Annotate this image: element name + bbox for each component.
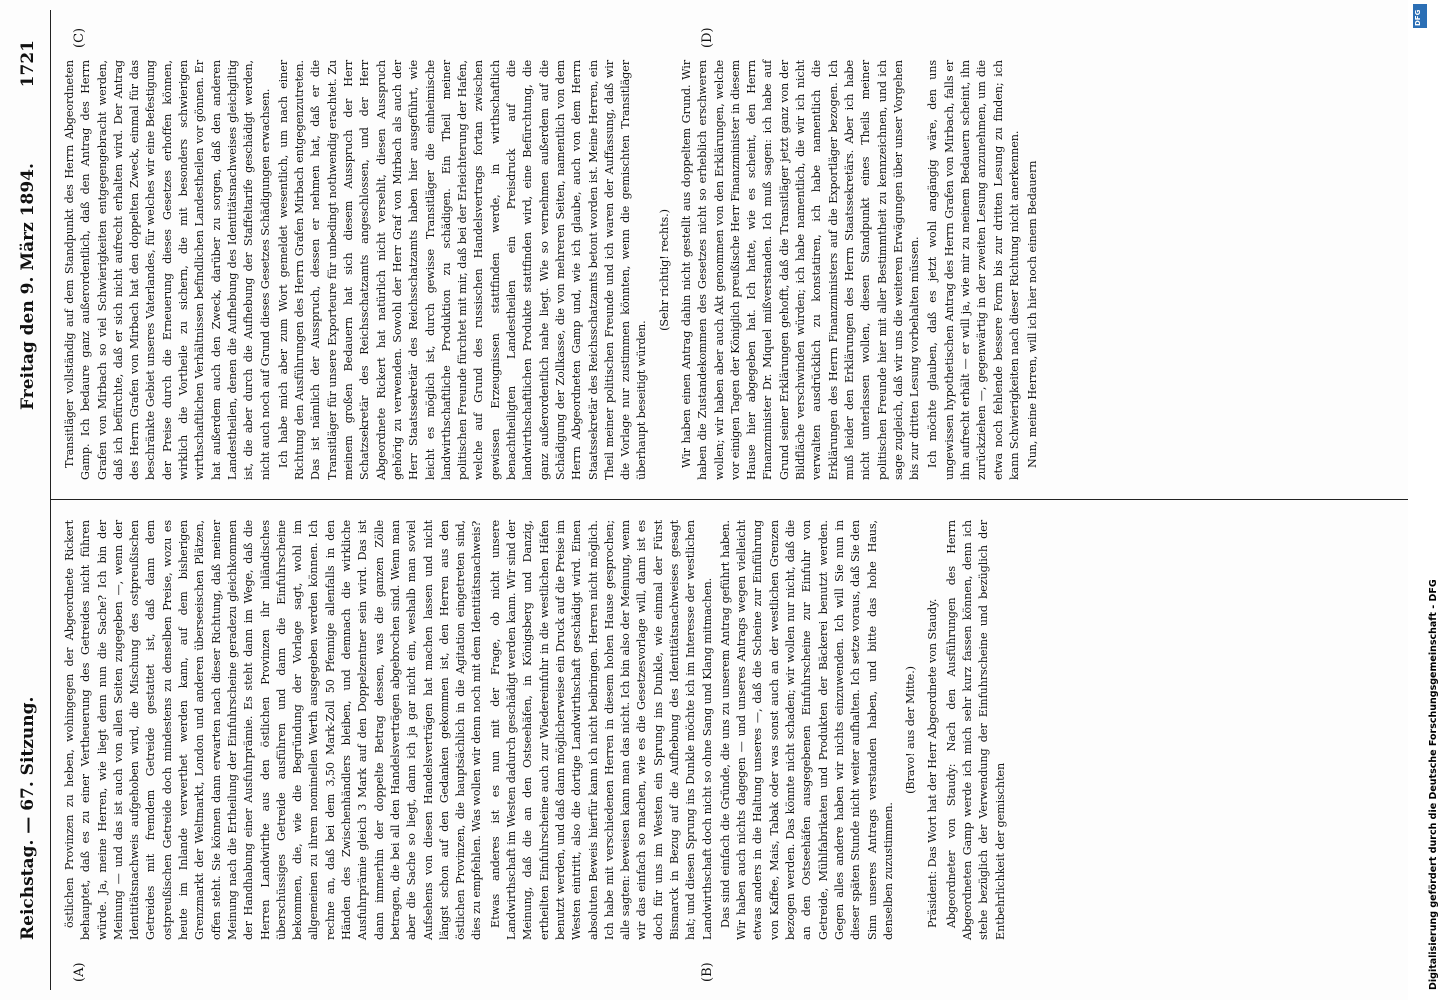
paragraph: Ich möchte glauben, daß es jetzt wohl angängig wäre, den uns ungewissen hypothetischen Antrag des Herrn Grafen von Mirbach, falls er ihn aufrecht erhält — er will ja, wie mir zu meinem Bedauern scheint, ihn zurückziehen —, gegenwärtig in der zweiten Lesung anzunehmen, um die etwa noch fehlende bessere Form bis zur dritten Lesung zu finden; ich kann Schwierigkeiten nach dieser Richtung nicht anerkennen. — [926, 60, 1021, 480]
column-divider — [50, 499, 1414, 500]
paragraph: Nun, meine Herren, will ich hier noch einem Bedauern — [1026, 160, 1040, 468]
paragraph-president: Präsident: Das Wort hat der Herr Abgeordnete von Staudy. — [926, 598, 940, 928]
dfg-credit: Digitalisierung gefördert durch die Deutsche Forschungsgemeinschaft - DFG — [1428, 579, 1439, 990]
margin-marker-d: (D) — [700, 27, 715, 48]
interjection: (Bravo! aus der Mitte.) — [904, 666, 918, 794]
header-date: Freitag den 9. März 1894. — [18, 163, 38, 410]
running-header — [8, 30, 48, 970]
paragraph: Wir haben einen Antrag dahin nicht gestellt aus doppeltem Grund. Wir haben die Zustandekommen des Gesetzes nicht so erheblich erschweren wollen; wir haben aber auch Akt genommen von den Erklärungen, welche vor einigen Tagen der Königlich preußische Herr Finanzminister in diesem Hause hier abgegeben hat. Ich hatte, wie es scheint, den Herrn Finanzminister Dr. Miquel mißverstanden. Ich muß sagen: ich habe auf Grund seiner Erklärungen gehofft, daß die Transitläger jetzt ganz von der Bildfläche verschwinden würden; ich habe namentlich, die wir ich nicht verwalten ausdrücklich zu konstatiren, ich habe namentlich die Erklärungen des Herrn Finanzministers auf die Exportläger bezogen. Ich muß leider den Erklärungen des Herrn Staatssekretärs. Aber ich habe nicht unterlassen wollen, diesen Standpunkt eines Theils meiner politischen Freunde hier mit aller Bestimmtheit zu kennzeichnen, und ich sage zugleich, daß wir uns die weiteren Erwägungen über unser Vorgehen bis zur dritten Lesung vorbehalten müssen. — [679, 60, 922, 480]
right-column — [62, 60, 1412, 480]
paragraph: Etwas anderes ist es nun mit der Frage, ob nicht unsere Landwirthschaft im Westen dadurch geschädigt werden kann. Wir sind der Meinung, daß die an den Ostseehäfen, in Königsberg und Danzig, ertheilten Einfuhrscheine auch zur Wiedereinfuhr in die westlichen Häfen benutzt werden, und daß dann möglicherweise ein Druck auf die Preise im Westen eintritt, also die dortige Landwirthschaft geschädigt wird. Einen absoluten Beweis hierfür kann ich nicht beibringen. Herren nicht möglich. Ich habe mit verschiedenen Herren in diesem hohen Hause gesprochen; alle sagten: beweisen kann man das nicht. Ich bin also der Meinung, wenn wir das einfach so machen, wie es die Gesetzesvorlage will, dann ist es doch für uns im Westen ein Sprung ins Dunkle, wie einmal der Fürst Bismarck in Bezug auf die Aufhebung des Identitätsnachweises gesagt hat; und diesen Sprung ins Dunkle möchte ich im Interesse der westlichen Landwirthschaft doch nicht so ohne Sang und Klang mitmachen. — [488, 520, 714, 940]
header-page-number: 1721 — [18, 40, 38, 88]
header-session: Reichstag. — 67. Sitzung. — [18, 696, 38, 940]
paragraph: Ich habe mich aber zum Wort gemeldet wesentlich, um nach einer Richtung den Ausführungen des Herrn Grafen Mirbach entgegenzutreten. Das ist nämlich der Ausspruch, dessen er nehmen hat, daß er die Transitläger für unsere Exporteure für unbedingt nothwendig erachtet. Zu meinem großen Bedauern hat sich diesem Ausspruch der Herr Schatzsekretär des Reichsschatzamts angeschlossen, und der Herr Abgeordnete Rickert hat natürlich nicht versehlt, diesen Ausspruch gehörig zu verwenden. Sowohl der Herr Graf von Mirbach als auch der Herr Staatssekretär des Reichsschatzamts haben hier ausgeführt, wie leicht es möglich ist, durch gewisse Transitläger die einheimische landwirthschaftliche Produktion zu schädigen. Ein Theil meiner politischen Freunde fürchtet mit mir, daß bei der Erleichterung der Hafen, welche auf Grund des russischen Handelsvertrags fortan zwischen gewissen Erzeugnissen stattfinden werde, in wirthschaftlich benachtheiligten Landestheilen ein Preisdruck auf die landwirthschaftlichen Produkte stattfinden wird, eine Befürchtung, die ganz außerordentlich nahe liegt. Wie so vernehmen außerdem auf die Schädigung der Zollkasse, die von mehreren Seiten, namentlich von dem Herrn Abgeordneten Gamp und, wie ich glaube, auch von dem Herrn Staatssekretär des Reichsschatzamts betont worden ist. Meine Herren, ein Theil meiner politischen Freunde und ich waren der Auffassung, daß wir die Vorlage nur zustimmen könnten, wenn die gemischten Transitläger überhaupt beseitigt würden. — [276, 60, 649, 480]
dfg-logo-text: DFG — [1414, 9, 1422, 26]
dfg-logo — [1413, 4, 1427, 28]
header-rule — [50, 10, 51, 990]
margin-marker-a: (A) — [72, 962, 87, 982]
digitization-sidebar — [1408, 0, 1439, 1000]
paragraph: östlichen Provinzen zu heben, wohingegen der Abgeordnete Rickert behauptet, daß es zu einer Vertheuerung des Getreides nicht führen würde. Ja, meine Herren, wie liegt denn nun die Sache? Ich bin der Meinung — und das ist auch von allen Seiten zugegeben —, wenn der Identitätsnachweis aufgehoben wird, die Mischung des ostpreußischen Getreides mit fremdem Getreide gestattet ist, daß dann dem ostpreußischen Getreide doch mindestens zu denselben Preise, wozu es heute im Inlande verwerthet werden kann, auf dem bisherigen Grenzmarkt der Weltmarkt, London und anderen überseeischen Plätzen, offen steht. Sie können dann erwarten nach dieser Richtung, daß meiner Meinung nach die Ertheilung der Einfuhrscheine geradezu gleichkommen der Handhabung einer Ausfuhrprämie. Es steht dann im Wege, daß die Herren Landwirthe aus den östlichen Provinzen ihr inländisches überschüssiges Getreide ausführen und dann die Einfuhrscheine bekommen, die, wie die Begründung der Vorlage sagt, wohl im allgemeinen zu ihrem nominellen Werth ausgegeben werden können. Ich rechne an, daß bei dem 3,50 Mark-Zoll 50 Pfennige allenfalls in den Händen des Zwischenhändlers bleiben, und demnach die wirkliche Ausfuhrprämie gleich 3 Mark auf den Doppelzentner sein wird. Das ist dann immerhin der doppelte Betrag dessen, was die ganzen Zölle betragen, die bei all den Handelsverträgen abgebrochen sind. Wenn man aber die Sache so liegt, dann ich ja gar nicht ein, weshalb man soviel Aufsehens von diesen Handelsverträgen hat machen lassen und nicht längst schon auf den Gedanken gekommen ist, den Herren aus den östlichen Provinzen, die hauptsächlich in die Agitation eingetreten sind, dies zu empfehlen. Was wollen wir denn noch mit dem Identitätsnachweis? — [63, 520, 484, 940]
paragraph: Transitläger vollständig auf dem Standpunkt des Herrn Abgeordneten Gamp. Ich bedaure ganz außerordentlich, daß den Antrag des Herrn Grafen von Mirbach so viel Schwierigkeiten entgegengebracht werden, daß ich befürchte, daß er sich nicht aufrecht erhalten wird. Der Antrag des Herrn Grafen von Mirbach hat den doppelten Zweck, einmal für das beschränkte Gebiet unseres Vaterlandes, für welches wir eine Befestigung der Preise durch die Erneuerung dieses Gesetzes erhoffen können, wirklich die Vortheile zu sichern, die mit besonders schwierigen wirthschaftlichen Verhältnissen befindlichen Landestheilen vor gönnen. Er hat außerdem auch den Zweck, darüber zu sorgen, daß den anderen Landestheilen, denen die Aufhebung des Identitätsnachweises gleichgiltig ist, die aber durch die Aufhebung der Staffeltarife geschädigt werden, nicht auch noch auf Grund dieses Gesetzes Schädigungen erwachsen. — [63, 60, 272, 480]
paragraph: Das sind einfach die Gründe, die uns zu unserem Antrag geführt haben. Wir haben auch nichts dagegen — und unseres Antrags wegen vielleicht etwas anders in die Haltung unseres —, daß die Scheine zur Einführung von Kaffee, Mais, Tabak oder was sonst auch an der westlichen Grenzen bezogen werden. Das könnte nicht schaden; wir wollen nur nicht, daß die an den Ostseehäfen ausgegebenen Einfuhrscheine zur Einfuhr von Getreide, Mühlfabrikaten und Produkten der Bäckerei benutzt werden. Gegen alles andere haben wir nichts einzuwenden. Ich will Sie nun in dieser späten Stunde nicht weiter aufhalten. Ich setze voraus, daß Sie den Sinn unseres Antrags verstanden haben, und bitte das hohe Haus, denselben zuzustimmen. — [718, 520, 895, 940]
interjection: (Sehr richtig! rechts.) — [657, 209, 671, 331]
left-column — [62, 520, 1412, 940]
margin-marker-c: (C) — [72, 27, 87, 48]
margin-marker-b: (B) — [700, 962, 715, 982]
paragraph: Abgeordneter von Staudy: Nach den Ausführungen des Herrn Abgeordneten Gamp werde ich mich sehr kurz fassen können, denn ich stehe bezüglich der Verwendung der Einfuhrscheine und bezüglich der Entbehrlichkeit der gemischten — [944, 520, 1007, 940]
